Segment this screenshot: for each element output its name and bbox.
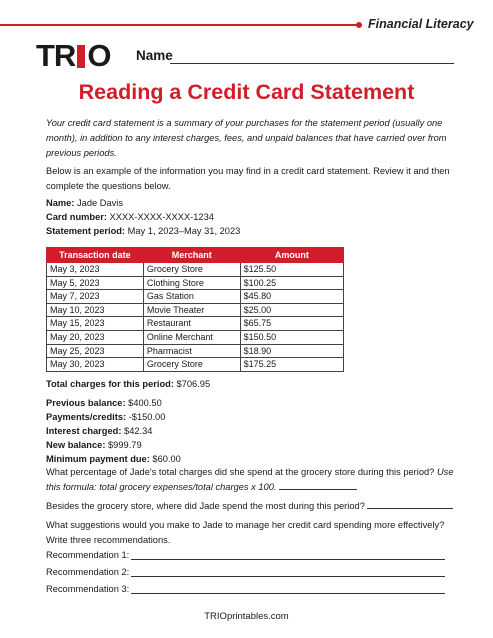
new-balance-value: $999.79 xyxy=(108,440,142,450)
new-balance-row xyxy=(46,438,181,452)
table-row xyxy=(47,263,344,277)
column-header: Amount xyxy=(240,248,343,263)
table-cell: May 7, 2023 xyxy=(47,290,144,304)
question-2 xyxy=(46,499,456,514)
table-cell: Grocery Store xyxy=(143,263,240,277)
table-cell: $25.00 xyxy=(240,303,343,317)
table-row xyxy=(47,303,344,317)
total-charges-row xyxy=(46,377,210,391)
table-cell: May 15, 2023 xyxy=(47,317,144,331)
table-cell: May 25, 2023 xyxy=(47,344,144,358)
payments-label: Payments/credits: xyxy=(46,412,127,422)
minimum-payment-label: Minimum payment due: xyxy=(46,454,150,464)
interest-row xyxy=(46,424,181,438)
transactions-table xyxy=(46,247,344,372)
table-header-row xyxy=(47,248,344,263)
table-cell: $18.90 xyxy=(240,344,343,358)
card-number-value: XXXX-XXXX-XXXX-1234 xyxy=(109,212,214,222)
name-field-line[interactable] xyxy=(170,63,454,64)
table-cell: $100.25 xyxy=(240,276,343,290)
logo-text-right: O xyxy=(87,38,111,73)
recommendation-1-line[interactable] xyxy=(131,559,445,560)
total-charges-value: $706.95 xyxy=(176,379,211,389)
table-cell: Gas Station xyxy=(143,290,240,304)
subject-label: Financial Literacy xyxy=(368,17,474,31)
header-rule xyxy=(0,24,362,26)
table-cell: $125.50 xyxy=(240,263,343,277)
recommendation-2-line[interactable] xyxy=(131,576,445,577)
table-cell: Movie Theater xyxy=(143,303,240,317)
recommendation-2-label: Recommendation 2: xyxy=(46,567,130,577)
table-cell: May 5, 2023 xyxy=(47,276,144,290)
previous-balance-label: Previous balance: xyxy=(46,398,126,408)
table-row xyxy=(47,317,344,331)
column-header: Transaction date xyxy=(47,248,144,263)
question-3: What suggestions would you make to Jade to manage her credit card spending more effectively? Write three recommendations. xyxy=(46,520,445,545)
recommendation-2 xyxy=(46,563,445,577)
table-row xyxy=(47,330,344,344)
card-number-label: Card number: xyxy=(46,212,107,222)
footer-url: TRIOprintables.com xyxy=(204,611,289,622)
table-cell: May 20, 2023 xyxy=(47,330,144,344)
question-1-text: What percentage of Jade's total charges did she spend at the grocery store during this period? xyxy=(46,467,435,477)
total-charges-label: Total charges for this period: xyxy=(46,379,174,389)
statement-period-label: Statement period: xyxy=(46,226,126,236)
new-balance-label: New balance: xyxy=(46,440,106,450)
statement-period-row xyxy=(46,224,240,238)
interest-label: Interest charged: xyxy=(46,426,122,436)
table-row xyxy=(47,276,344,290)
name-label: Name xyxy=(136,48,173,63)
interest-value: $42.34 xyxy=(124,426,153,436)
column-header: Merchant xyxy=(143,248,240,263)
table-cell: May 3, 2023 xyxy=(47,263,144,277)
account-name-value: Jade Davis xyxy=(77,198,124,208)
table-row xyxy=(47,344,344,358)
previous-balance-row xyxy=(46,396,181,410)
account-name-row xyxy=(46,196,240,210)
intro-paragraph: Your credit card statement is a summary of your purchases for the statement period (usually one month), in addition to any interest charges, fees, and unpaid balances that have carried over from previous periods. xyxy=(46,118,447,158)
trio-logo xyxy=(36,40,110,72)
table-cell: Clothing Store xyxy=(143,276,240,290)
page-title: Reading a Credit Card Statement xyxy=(78,80,415,104)
question-2-text: Besides the grocery store, where did Jade spend the most during this period? xyxy=(46,501,365,511)
header-rule-dot xyxy=(356,22,362,28)
table-cell: Grocery Store xyxy=(143,358,240,372)
account-info xyxy=(46,196,240,238)
previous-balance-value: $400.50 xyxy=(128,398,162,408)
recommendation-1-label: Recommendation 1: xyxy=(46,550,130,560)
logo-red-bar xyxy=(77,45,85,68)
recommendation-1 xyxy=(46,546,445,560)
table-cell: Restaurant xyxy=(143,317,240,331)
table-cell: $175.25 xyxy=(240,358,343,372)
recommendation-3-label: Recommendation 3: xyxy=(46,584,130,594)
table-cell: May 10, 2023 xyxy=(47,303,144,317)
question-1-hint: Use this formula: total grocery expenses/total charges x 100. xyxy=(46,467,454,492)
balance-summary xyxy=(46,396,181,466)
statement-period-value: May 1, 2023–May 31, 2023 xyxy=(127,226,241,236)
table-cell: $150.50 xyxy=(240,330,343,344)
table-cell: $65.75 xyxy=(240,317,343,331)
table-cell: $45.80 xyxy=(240,290,343,304)
account-name-label: Name: xyxy=(46,198,75,208)
table-cell: May 30, 2023 xyxy=(47,358,144,372)
table-row xyxy=(47,290,344,304)
table-cell: Pharmacist xyxy=(143,344,240,358)
recommendation-3-line[interactable] xyxy=(131,593,445,594)
payments-value: -$150.00 xyxy=(128,412,166,422)
table-cell: Online Merchant xyxy=(143,330,240,344)
question-1-answer-line[interactable] xyxy=(279,489,357,490)
table-row xyxy=(47,358,344,372)
recommendation-3 xyxy=(46,580,445,594)
minimum-payment-value: $60.00 xyxy=(152,454,181,464)
logo-text-left: TR xyxy=(36,38,76,73)
instructions-paragraph: Below is an example of the information you may find in a credit card statement. Review it and then complete the questions below. xyxy=(46,166,450,191)
card-number-row xyxy=(46,210,240,224)
minimum-payment-row xyxy=(46,452,181,466)
question-1 xyxy=(46,465,456,495)
question-2-answer-line[interactable] xyxy=(367,508,453,509)
payments-row xyxy=(46,410,181,424)
